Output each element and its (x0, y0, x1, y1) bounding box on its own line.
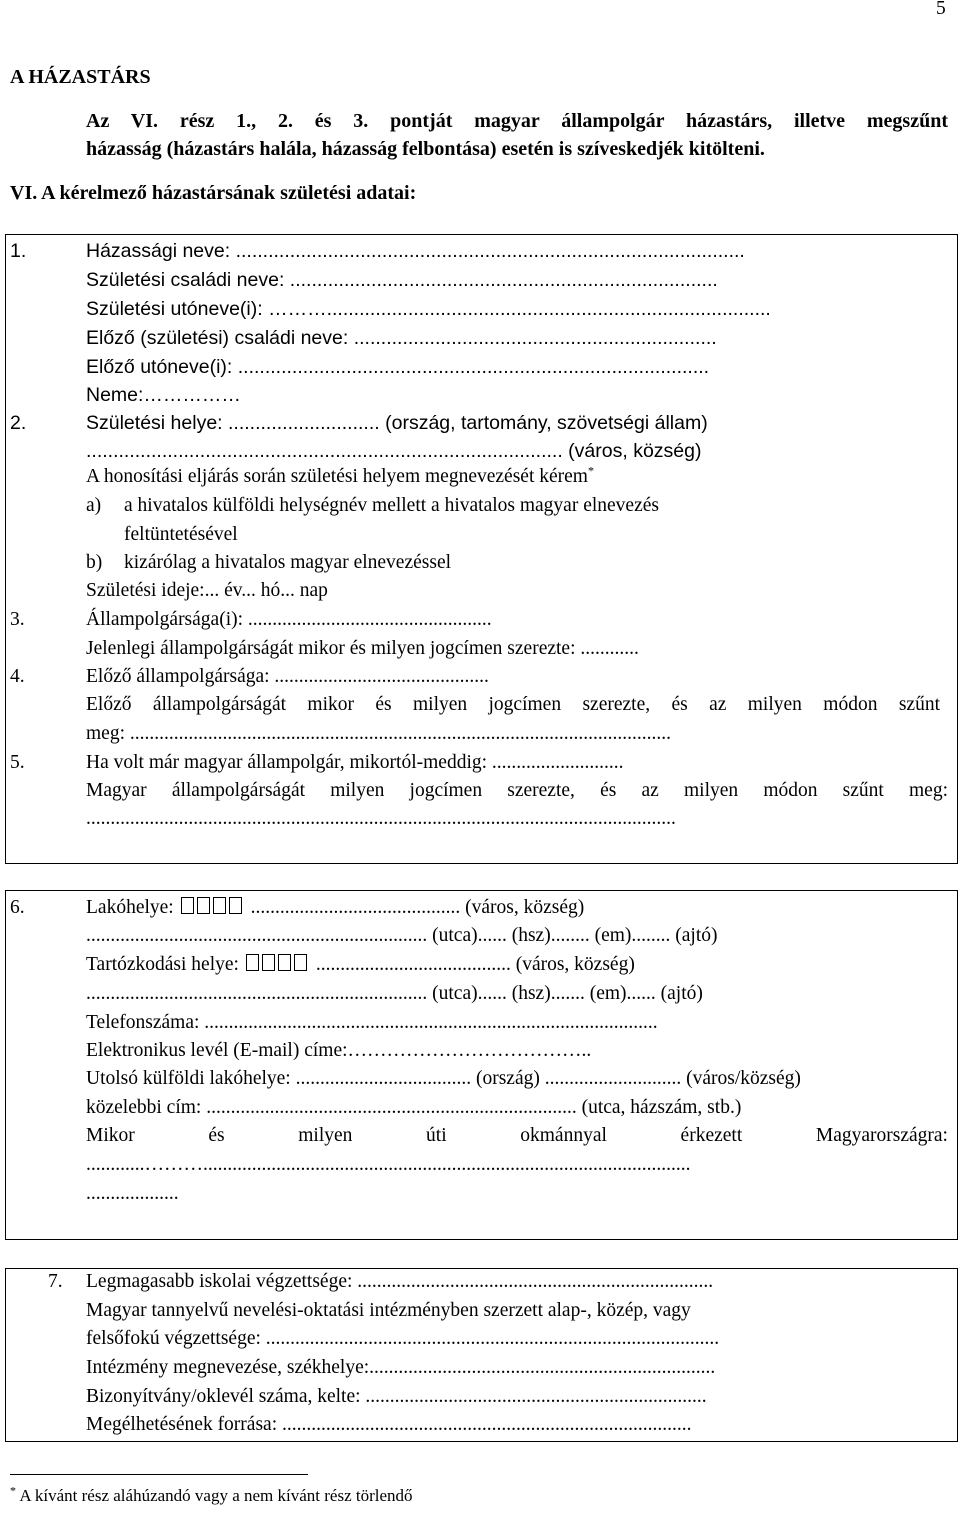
arrival-word: és (208, 1125, 225, 1146)
option-b-label: b) (86, 552, 103, 573)
item-number-4: 4. (10, 666, 25, 687)
stay-row (86, 954, 635, 976)
residence-row (86, 897, 584, 919)
postal-code-box[interactable] (229, 897, 242, 914)
arrival-document-field-1[interactable]: ............……….................................................................................................... (86, 1154, 691, 1175)
birth-given-name-field[interactable]: Születési utóneve(i): ……….................................................................................. (86, 298, 771, 320)
postal-code-box[interactable] (262, 954, 275, 971)
sex-field[interactable]: Neme:…………… (86, 384, 241, 406)
item-number-2: 2. (10, 412, 27, 434)
detailed-address-field[interactable]: közelebbi cím: ............................................................................ (utca, házszám, stb.) (86, 1097, 742, 1118)
postal-code-box[interactable] (294, 954, 307, 971)
arrival-document-field-2[interactable]: ................... (86, 1183, 179, 1204)
citizenship-field[interactable]: Állampolgársága(i): .................................................. (86, 609, 492, 630)
previous-family-name-field[interactable]: Előző (születési) családi neve: ................................................................... (86, 327, 717, 349)
footnote-divider (10, 1474, 308, 1475)
higher-education-field[interactable]: felsőfokú végzettsége: ............................................................................................. (86, 1328, 720, 1349)
arrival-word: úti (426, 1125, 447, 1146)
footnote-mark: * (10, 1483, 16, 1498)
intro-line-2: házasság (házastárs halála, házasság felbontása) esetén is szíveskedjék kitölteni. (86, 138, 765, 160)
page-heading: A HÁZASTÁRS (10, 66, 151, 88)
footnote-marker: * (587, 463, 594, 478)
item-number-6: 6. (10, 897, 25, 918)
postal-code-boxes[interactable] (246, 954, 310, 976)
email-field[interactable]: Elektronikus levél (E-mail) címe:……………………………….. (86, 1040, 592, 1061)
page-number: 5 (936, 0, 946, 19)
hungarian-school-text: Magyar tannyelvű nevelési-oktatási intézményben szerzett alap-, közép, vagy (86, 1300, 691, 1321)
highest-education-field[interactable]: Legmagasabb iskolai végzettsége: ......................................................................... (86, 1271, 714, 1292)
footnote (10, 1483, 413, 1506)
marriage-name-field[interactable]: Házassági neve: .............................................................................................. (86, 240, 745, 262)
item-number-5: 5. (10, 752, 25, 773)
arrival-document-question (86, 1125, 948, 1147)
intro-line-1: Az VI. rész 1., 2. és 3. pontját magyar állampolgár házastárs, illetve megszűnt (86, 110, 948, 132)
institution-field[interactable]: Intézmény megnevezése, székhelye:....................................................................... (86, 1357, 716, 1378)
arrival-word: érkezett (680, 1125, 743, 1146)
naturalization-place-request (86, 463, 594, 488)
item-number-3: 3. (10, 609, 25, 630)
previous-citizenship-acquired-field: Előző állampolgárságát mikor és milyen jogcímen szerezte, és az milyen módon szűnt (86, 694, 940, 715)
item-number-1: 1. (10, 240, 27, 262)
option-a-text[interactable]: a hivatalos külföldi helységnév mellett a hivatalos magyar elnevezés (124, 495, 659, 516)
stay-label: Tartózkodási helye: (86, 954, 239, 975)
previous-citizenship-ended-field[interactable]: meg: ............................................................................................................... (86, 723, 671, 744)
stay-street-field[interactable]: ...................................................................... (utca)...... (hsz)....... (em)...... (ajtó) (86, 983, 703, 1004)
section-title: VI. A kérelmező házastársának születési adatai: (10, 182, 417, 204)
birth-place-country-field[interactable]: Születési helye: ............................ (ország, tartomány, szövetségi állam) (86, 412, 708, 434)
postal-code-box[interactable] (181, 897, 194, 914)
option-a-label: a) (86, 495, 102, 516)
postal-code-box[interactable] (278, 954, 291, 971)
birth-date-field[interactable]: Születési ideje:... év... hó... nap (86, 580, 328, 601)
residence-city-field[interactable]: ........................................... (város, község) (250, 897, 585, 918)
hungarian-citizenship-acquired-field[interactable]: ......................................................................................................................... (86, 808, 676, 829)
postal-code-boxes[interactable] (181, 897, 245, 919)
residence-street-field[interactable]: ...................................................................... (utca)...... (hsz)........ (em)........ (ajtó) (86, 925, 718, 946)
option-b-text[interactable]: kizárólag a hivatalos magyar elnevezéssel (124, 552, 452, 573)
last-foreign-residence-field[interactable]: Utolsó külföldi lakóhelye: .................................... (ország) ............................ (város/község) (86, 1068, 801, 1089)
residence-label: Lakóhelye: (86, 897, 174, 918)
birth-family-name-field[interactable]: Születési családi neve: ............................................................................... (86, 269, 718, 291)
livelihood-field[interactable]: Megélhetésének forrása: .................................................................................... (86, 1414, 692, 1435)
footnote-text: A kívánt rész aláhúzandó vagy a nem kívánt rész törlendő (19, 1486, 413, 1505)
arrival-word: Mikor (86, 1125, 135, 1146)
hungarian-citizenship-period-field[interactable]: Ha volt már magyar állampolgár, mikortól-meddig: ........................... (86, 752, 624, 773)
certificate-field[interactable]: Bizonyítvány/oklevél száma, kelte: ...................................................................... (86, 1386, 707, 1407)
stay-city-field[interactable]: ........................................ (város, község) (315, 954, 635, 975)
hungarian-citizenship-acquired-text: Magyar állampolgárságát milyen jogcímen szerezte, és az milyen módon szűnt meg: (86, 780, 948, 801)
item-number-7: 7. (48, 1271, 63, 1292)
postal-code-box[interactable] (197, 897, 210, 914)
option-a-text-cont: feltüntetésével (124, 524, 238, 545)
postal-code-box[interactable] (213, 897, 226, 914)
arrival-word: milyen (298, 1125, 353, 1146)
postal-code-box[interactable] (246, 954, 259, 971)
arrival-word: Magyarországra: (815, 1125, 948, 1146)
phone-field[interactable]: Telefonszáma: ............................................................................................. (86, 1012, 658, 1033)
previous-citizenship-field[interactable]: Előző állampolgársága: ............................................ (86, 666, 489, 687)
arrival-word: okmánnyal (520, 1125, 607, 1146)
naturalization-text: A honosítási eljárás során születési helyem megnevezését kérem (86, 466, 588, 487)
previous-given-name-field[interactable]: Előző utóneve(i): ....................................................................................... (86, 356, 710, 378)
current-citizenship-acquired-field[interactable]: Jelenlegi állampolgárságát mikor és milyen jogcímen szerezte: ............ (86, 638, 639, 659)
birth-place-city-field[interactable]: ........................................................................................ (város, község) (86, 440, 702, 462)
